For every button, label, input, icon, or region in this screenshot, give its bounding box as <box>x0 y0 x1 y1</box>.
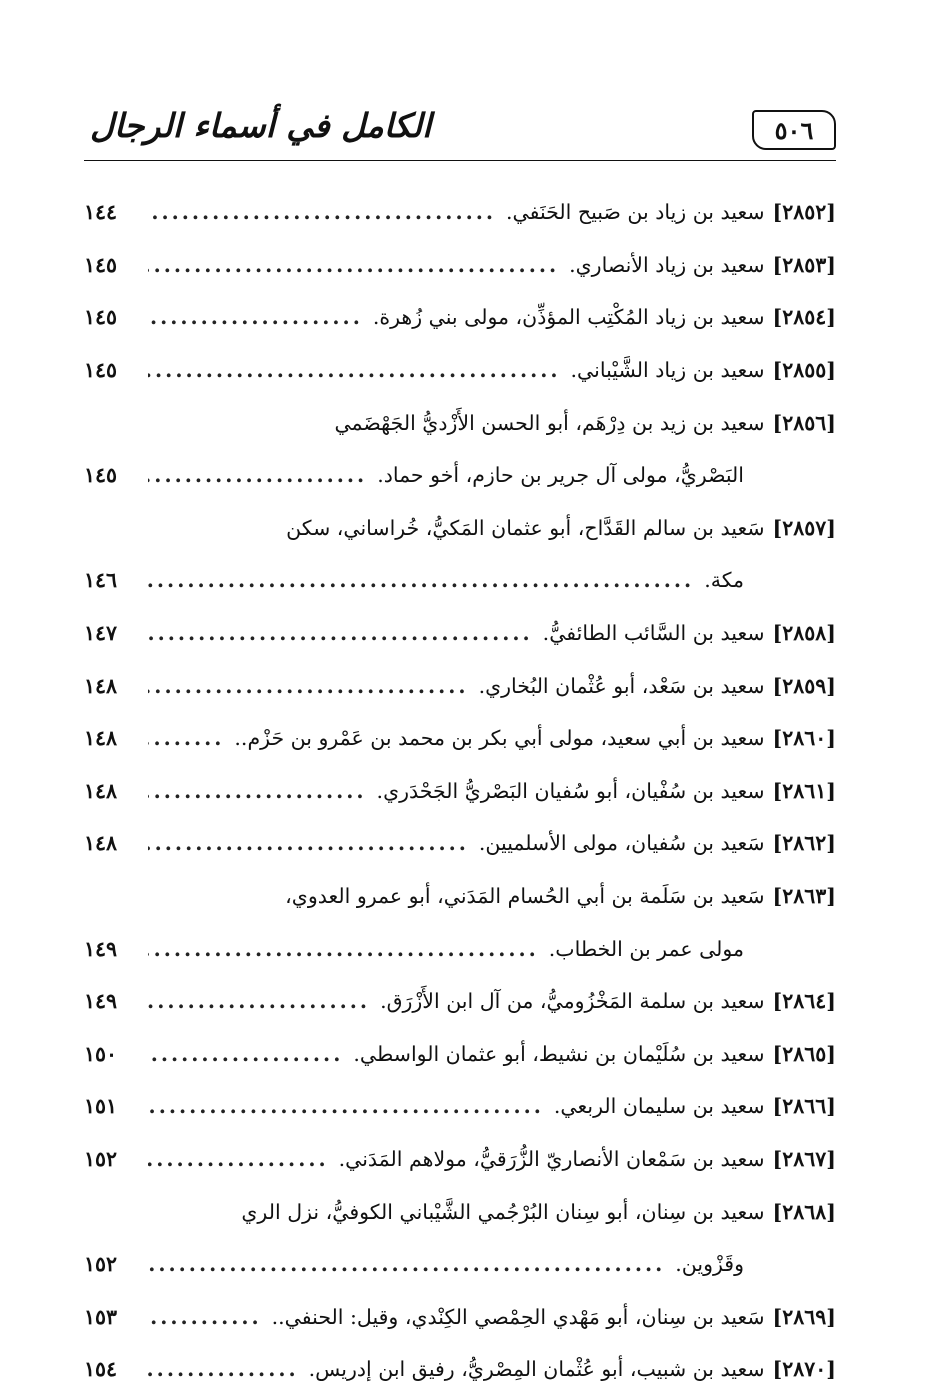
entry-text: سعيد بن سُلَيْمان بن نشيط، أبو عثمان الواسطي. <box>353 1041 765 1066</box>
entry-page-number: ١٥٤ <box>84 1357 118 1382</box>
toc-entry-line <box>84 922 836 975</box>
entry-number: [٢٨٦٤] <box>772 989 836 1014</box>
leader-dots <box>148 305 363 329</box>
entry-text: سعيد بن زياد الأنصاري. <box>569 252 765 277</box>
entry-text: سعيد بن سَمْعان الأنصاريّ الزُّرَقيُّ، مولاهم المَدَني. <box>338 1146 765 1171</box>
toc-entry-line <box>84 712 836 765</box>
entry-page-number: ١٤٥ <box>84 358 118 383</box>
entry-text: البَصْريُّ، مولى آل جرير بن حازم، أخو حماد. <box>377 463 744 488</box>
toc-entry-line <box>84 186 836 239</box>
toc-entry-line <box>84 1238 836 1291</box>
entry-number: [٢٨٧٠] <box>772 1357 836 1382</box>
entry-page-number: ١٥١ <box>84 1094 118 1119</box>
book-title: الكامل في أسماء الرجال <box>90 106 432 145</box>
entry-text: سَعيد بن سِنان، أبو مَهْدي الحِمْصي الكِنْدي، وقيل: الحنفي.. <box>271 1304 765 1329</box>
toc-entry-line <box>84 239 836 292</box>
toc-entry-line <box>84 344 836 397</box>
entry-page-number: ١٤٨ <box>84 778 118 803</box>
entry-text: سعيد بن السَّائب الطائفيُّ. <box>542 621 765 646</box>
leader-dots <box>148 674 469 698</box>
toc-entry-line <box>84 396 836 449</box>
toc-entry-line <box>84 1290 836 1343</box>
entry-page-number: ١٤٥ <box>84 463 118 488</box>
leader-dots <box>148 463 367 487</box>
page-header <box>84 98 836 161</box>
leader-dots <box>148 1094 544 1118</box>
entry-text: سعيد بن سُفْيان، أبو سُفيان البَصْريُّ الجَحْدَري. <box>376 778 765 803</box>
entry-text: سعيد بن زياد بن صَبيح الحَنَفي. <box>506 200 765 225</box>
entry-page-number: ١٤٦ <box>84 568 118 593</box>
toc-entry-line <box>84 659 836 712</box>
leader-dots <box>148 989 370 1013</box>
toc-entry-line <box>84 554 836 607</box>
entry-page-number: ١٥٠ <box>84 1041 118 1066</box>
entry-number: [٢٨٥٢] <box>772 200 836 225</box>
entry-number: [٢٨٥٥] <box>772 358 836 383</box>
entry-page-number: ١٤٨ <box>84 831 118 856</box>
leader-dots <box>148 726 224 750</box>
leader-dots <box>148 937 539 961</box>
entry-number: [٢٨٥٦] <box>772 410 836 435</box>
leader-dots <box>148 1252 665 1276</box>
entry-page-number: ١٤٤ <box>84 200 118 225</box>
entry-text: مولى عمر بن الخطاب. <box>548 936 744 961</box>
entry-number: [٢٨٦٢] <box>772 831 836 856</box>
entry-number: [٢٨٥٤] <box>772 305 836 330</box>
entry-number: [٢٨٦٩] <box>772 1304 836 1329</box>
entry-number: [٢٨٥٧] <box>772 515 836 540</box>
entry-text: سَعيد بن سَلَمة بن أبي الحُسام المَدَني، أبو عمرو العدوي، <box>285 884 765 909</box>
entry-text: سعيد بن سِنان، أبو سِنان البُرْجُمي الشَّيْباني الكوفيُّ، نزل الري <box>241 1199 765 1224</box>
table-of-contents <box>84 186 836 1396</box>
toc-entry-line <box>84 870 836 923</box>
leader-dots <box>148 358 561 382</box>
entry-number: [٢٨٥٩] <box>772 673 836 698</box>
leader-dots <box>148 621 533 645</box>
leader-dots <box>148 779 367 803</box>
entry-page-number: ١٥٢ <box>84 1146 118 1171</box>
entry-text: سعيد بن زياد الشَّيْباني. <box>570 358 765 383</box>
leader-dots <box>148 200 496 224</box>
toc-entry-line <box>84 1080 836 1133</box>
toc-entry-line <box>84 765 836 818</box>
entry-text: سعيد بن زياد المُكْتِب المؤذِّن، مولى بني زُهرة. <box>372 305 765 330</box>
leader-dots <box>148 1357 299 1381</box>
leader-dots <box>148 568 694 592</box>
leader-dots <box>148 831 469 855</box>
entry-text: سعيد بن سَعْد، أبو عُثْمان البُخاري. <box>478 673 765 698</box>
entry-page-number: ١٤٨ <box>84 726 118 751</box>
entry-text: سَعيد بن سُفيان، مولى الأسلميين. <box>478 831 765 856</box>
toc-entry-line <box>84 607 836 660</box>
entry-text: سعيد بن سليمان الربعي. <box>553 1094 765 1119</box>
toc-entry-line <box>84 291 836 344</box>
entry-number: [٢٨٥٣] <box>772 252 836 277</box>
entry-number: [٢٨٦٣] <box>772 884 836 909</box>
entry-number: [٢٨٦٦] <box>772 1094 836 1119</box>
entry-number: [٢٨٦٧] <box>772 1146 836 1171</box>
entry-page-number: ١٥٣ <box>84 1304 118 1329</box>
entry-text: سعيد بن زيد بن دِرْهَم، أبو الحسن الأَزْديُّ الجَهْضَمي <box>334 410 765 435</box>
entry-number: [٢٨٦٥] <box>772 1041 836 1066</box>
entry-page-number: ١٤٧ <box>84 621 118 646</box>
entry-text: سعيد بن سلمة المَخْزُوميُّ، من آل ابن الأَزْرَق. <box>380 989 765 1014</box>
entry-page-number: ١٤٩ <box>84 989 118 1014</box>
toc-entry-line <box>84 975 836 1028</box>
toc-entry-line <box>84 1343 836 1396</box>
entry-page-number: ١٤٥ <box>84 305 118 330</box>
leader-dots <box>148 1305 262 1329</box>
toc-entry-line <box>84 502 836 555</box>
entry-page-number: ١٤٨ <box>84 673 118 698</box>
toc-entry-line <box>84 449 836 502</box>
entry-text: سعيد بن أبي سعيد، مولى أبي بكر بن محمد بن عَمْرو بن حَزْم.. <box>234 726 765 751</box>
leader-dots <box>148 1042 343 1066</box>
entry-text: سَعيد بن سالم القَدَّاح، أبو عثمان المَكيُّ، خُراساني، سكن <box>286 515 765 540</box>
page-number: ٥٠٦ <box>752 110 836 150</box>
entry-number: [٢٨٦١] <box>772 778 836 803</box>
toc-entry-line <box>84 1185 836 1238</box>
toc-entry-line <box>84 1133 836 1186</box>
entry-text: وقَزْوين. <box>675 1252 744 1277</box>
entry-page-number: ١٥٢ <box>84 1252 118 1277</box>
entry-page-number: ١٤٩ <box>84 936 118 961</box>
entry-text: سعيد بن شبيب، أبو عُثْمان المِصْريُّ، رفيق ابن إدريس. <box>308 1357 765 1382</box>
leader-dots <box>148 253 559 277</box>
entry-number: [٢٨٦٨] <box>772 1199 836 1224</box>
entry-number: [٢٨٦٠] <box>772 726 836 751</box>
entry-text: مكة. <box>704 568 744 593</box>
leader-dots <box>148 1147 329 1171</box>
entry-page-number: ١٤٥ <box>84 252 118 277</box>
entry-number: [٢٨٥٨] <box>772 621 836 646</box>
toc-entry-line <box>84 817 836 870</box>
toc-entry-line <box>84 1028 836 1081</box>
